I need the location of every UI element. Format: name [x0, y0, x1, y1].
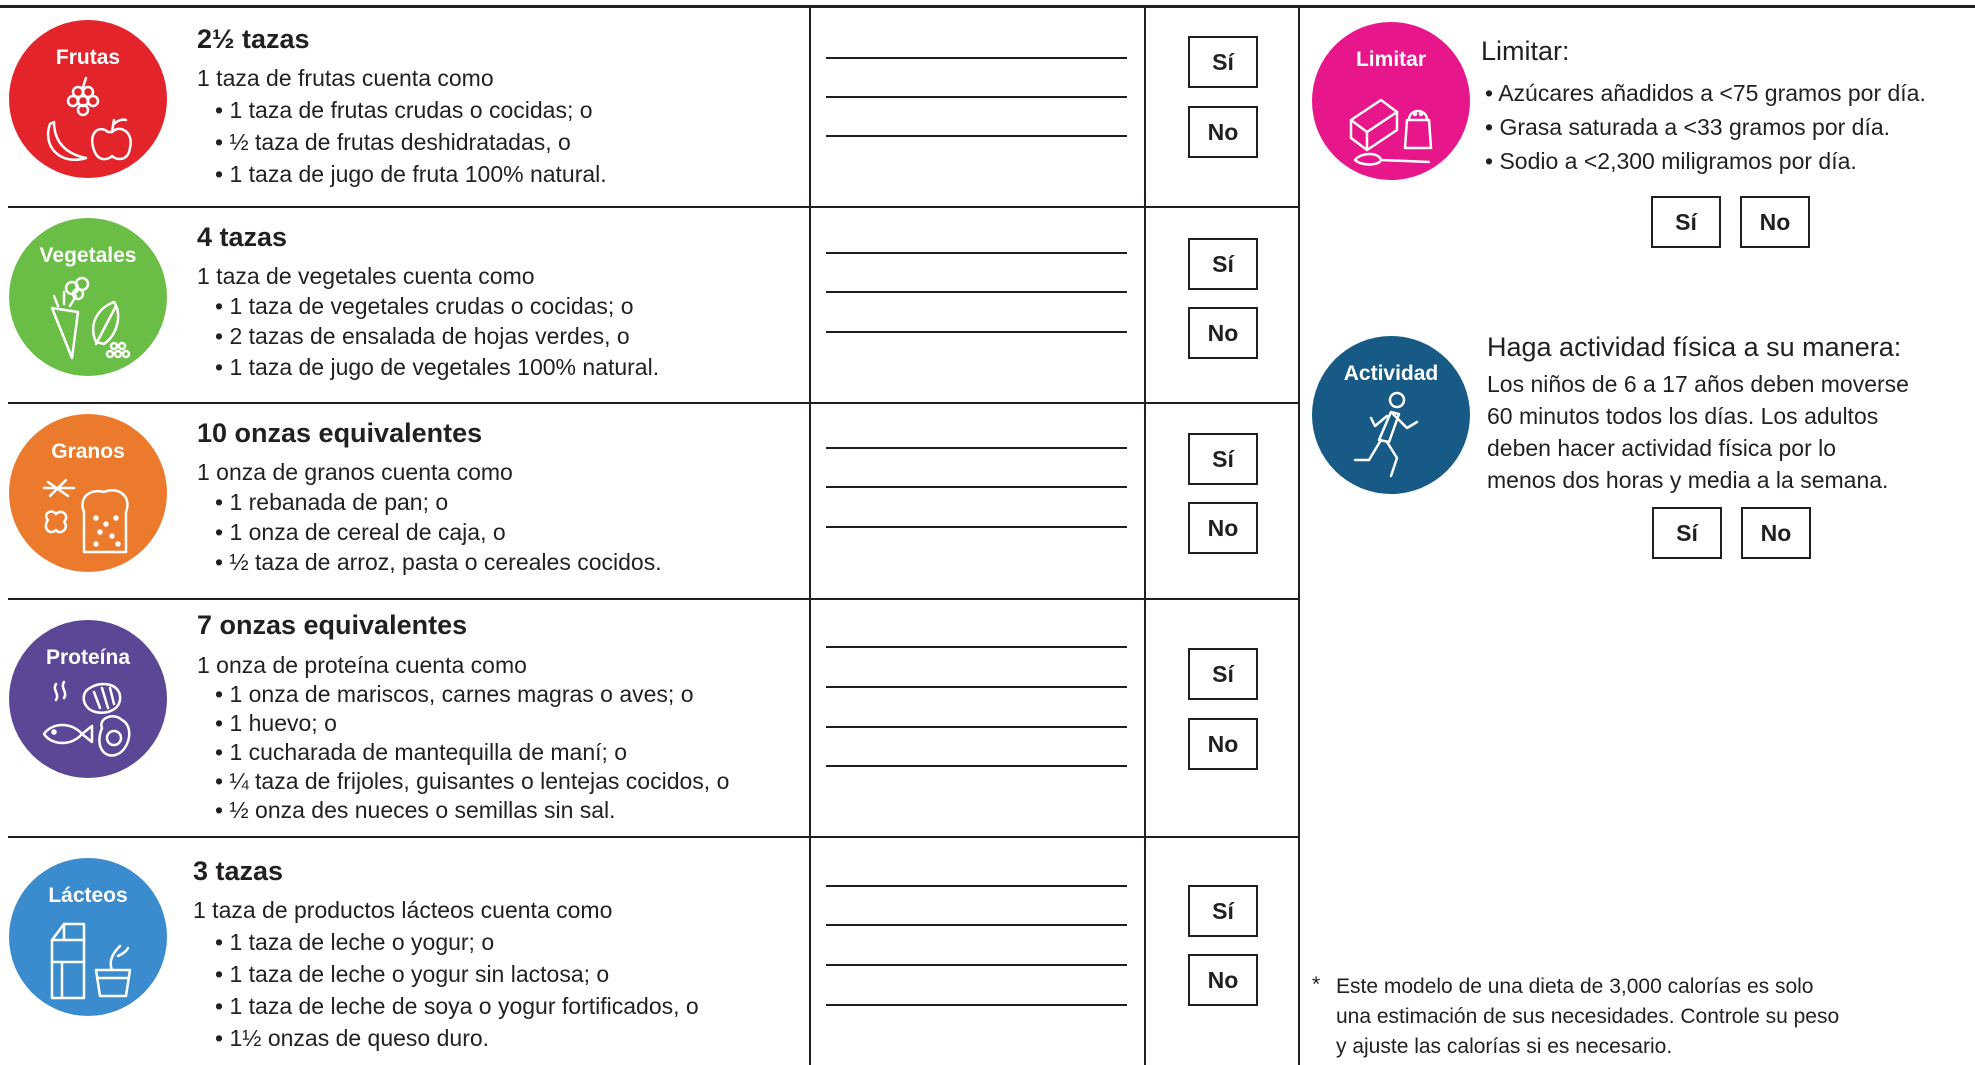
- activity-text-line: menos dos horas y media a la semana.: [1487, 467, 1889, 493]
- write-line[interactable]: [826, 924, 1127, 926]
- vegetables-group-label: Vegetales: [39, 244, 137, 267]
- footnote-line: Este modelo de una dieta de 3,000 calorías es solo: [1336, 975, 1814, 998]
- footnote-line: y ajuste las calorías si es necesario.: [1336, 1035, 1673, 1058]
- dairy-amount: 3 tazas: [193, 856, 284, 886]
- write-line[interactable]: [826, 686, 1127, 688]
- grains-amount: 10 onzas equivalentes: [197, 418, 483, 448]
- row-divider: [8, 598, 1298, 600]
- protein-item: • 1 huevo; o: [215, 710, 337, 736]
- write-line[interactable]: [826, 57, 1127, 59]
- write-line[interactable]: [826, 646, 1127, 648]
- fruit-intro: 1 taza de frutas cuenta como: [197, 65, 494, 91]
- vegetables-item: • 1 taza de vegetales crudas o cocidas; o: [215, 293, 634, 319]
- write-line[interactable]: [826, 135, 1127, 137]
- limit-badge: [1312, 22, 1470, 180]
- limit-title: Limitar:: [1481, 36, 1570, 66]
- fruit-item: • 1 taza de jugo de fruta 100% natural.: [215, 161, 607, 187]
- grains-intro: 1 onza de granos cuenta como: [197, 459, 513, 485]
- limit-item: • Azúcares añadidos a <75 gramos por día.: [1485, 80, 1926, 106]
- limit-badge-label: Limitar: [1355, 48, 1426, 71]
- vegetables-intro: 1 taza de vegetales cuenta como: [197, 263, 535, 289]
- dairy-intro: 1 taza de productos lácteos cuenta como: [193, 897, 613, 923]
- activity-badge-label: Actividad: [1343, 362, 1439, 385]
- grains-icon: [38, 468, 138, 560]
- dairy-item: • 1 taza de leche o yogur; o: [215, 929, 495, 955]
- vegetables-item: • 1 taza de jugo de vegetales 100% natural.: [215, 354, 660, 380]
- write-line[interactable]: [826, 291, 1127, 293]
- dairy-item: • 1 taza de leche o yogur sin lactosa; o: [215, 961, 610, 987]
- dairy-item: • 1 taza de leche de soya o yogur fortificados, o: [215, 993, 699, 1019]
- write-line[interactable]: [826, 526, 1127, 528]
- protein-group-badge: [9, 620, 167, 778]
- write-line[interactable]: [826, 486, 1127, 488]
- vegetables-amount: 4 tazas: [197, 222, 288, 252]
- activity-title: Haga actividad física a su manera:: [1487, 332, 1902, 362]
- row-divider: [8, 836, 1298, 838]
- fruit-amount: 2½ tazas: [197, 24, 310, 54]
- row-divider: [8, 206, 1298, 208]
- write-line[interactable]: [826, 331, 1127, 333]
- activity-text-line: Los niños de 6 a 17 años deben moverse: [1487, 371, 1909, 397]
- column-divider-1: [809, 5, 811, 1065]
- vegetables-icon: [38, 272, 138, 364]
- fruit-icon: [38, 74, 138, 166]
- limit-item: • Grasa saturada a <33 gramos por día.: [1485, 114, 1891, 140]
- grains-item: • 1 rebanada de pan; o: [215, 489, 449, 515]
- fruit-group-label: Frutas: [55, 46, 121, 69]
- protein-item: • ½ onza des nueces o semillas sin sal.: [215, 797, 616, 823]
- fruit-item: • 1 taza de frutas crudas o cocidas; o: [215, 97, 593, 123]
- footnote-line: una estimación de sus necesidades. Controle su peso: [1336, 1005, 1840, 1028]
- sugar-salt-icon: [1341, 76, 1441, 168]
- limit-yes-checkbox[interactable]: Sí: [1651, 196, 1721, 248]
- write-line[interactable]: [826, 1004, 1127, 1006]
- fruit-group-badge: [9, 20, 167, 178]
- protein-item: • ¼ taza de frijoles, guisantes o lentejas cocidos, o: [215, 768, 730, 794]
- activity-yes-checkbox[interactable]: Sí: [1652, 507, 1722, 559]
- limit-no-checkbox[interactable]: No: [1740, 196, 1810, 248]
- fruit-item: • ½ taza de frutas deshidratadas, o: [215, 129, 571, 155]
- vegetables-no-checkbox[interactable]: No: [1188, 307, 1258, 359]
- limit-item: • Sodio a <2,300 miligramos por día.: [1485, 148, 1857, 174]
- runner-icon: [1341, 390, 1441, 482]
- dairy-group-label: Lácteos: [48, 884, 128, 907]
- protein-group-label: Proteína: [45, 646, 131, 669]
- activity-no-checkbox[interactable]: No: [1741, 507, 1811, 559]
- grains-yes-checkbox[interactable]: Sí: [1188, 433, 1258, 485]
- grains-item: • 1 onza de cereal de caja, o: [215, 519, 506, 545]
- vegetables-item: • 2 tazas de ensalada de hojas verdes, o: [215, 323, 630, 349]
- dairy-group-badge: [9, 858, 167, 1016]
- activity-text-line: deben hacer actividad física por lo: [1487, 435, 1837, 461]
- grains-group-label: Granos: [51, 440, 125, 463]
- footnote-mark: *: [1312, 973, 1321, 996]
- dairy-yes-checkbox[interactable]: Sí: [1188, 885, 1258, 937]
- write-line[interactable]: [826, 96, 1127, 98]
- top-border: [0, 5, 1975, 8]
- vegetables-group-badge: [9, 218, 167, 376]
- activity-text-line: 60 minutos todos los días. Los adultos: [1487, 403, 1879, 429]
- grains-item: • ½ taza de arroz, pasta o cereales cocidos.: [215, 549, 662, 575]
- protein-item: • 1 onza de mariscos, carnes magras o aves; o: [215, 681, 694, 707]
- row-divider: [8, 402, 1298, 404]
- column-divider-3: [1298, 5, 1300, 1065]
- write-line[interactable]: [826, 447, 1127, 449]
- dairy-item: • 1½ onzas de queso duro.: [215, 1025, 490, 1051]
- activity-badge: [1312, 336, 1470, 494]
- protein-icon: [38, 674, 138, 766]
- grains-group-badge: [9, 414, 167, 572]
- dairy-no-checkbox[interactable]: No: [1188, 954, 1258, 1006]
- fruit-yes-checkbox[interactable]: Sí: [1188, 36, 1258, 88]
- write-line[interactable]: [826, 885, 1127, 887]
- protein-amount: 7 onzas equivalentes: [197, 610, 468, 640]
- protein-no-checkbox[interactable]: No: [1188, 718, 1258, 770]
- write-line[interactable]: [826, 252, 1127, 254]
- vegetables-yes-checkbox[interactable]: Sí: [1188, 238, 1258, 290]
- protein-yes-checkbox[interactable]: Sí: [1188, 648, 1258, 700]
- write-line[interactable]: [826, 765, 1127, 767]
- dairy-icon: [38, 912, 138, 1004]
- grains-no-checkbox[interactable]: No: [1188, 502, 1258, 554]
- protein-intro: 1 onza de proteína cuenta como: [197, 652, 527, 678]
- protein-item: • 1 cucharada de mantequilla de maní; o: [215, 739, 628, 765]
- column-divider-2: [1144, 5, 1146, 1065]
- write-line[interactable]: [826, 726, 1127, 728]
- write-line[interactable]: [826, 964, 1127, 966]
- fruit-no-checkbox[interactable]: No: [1188, 106, 1258, 158]
